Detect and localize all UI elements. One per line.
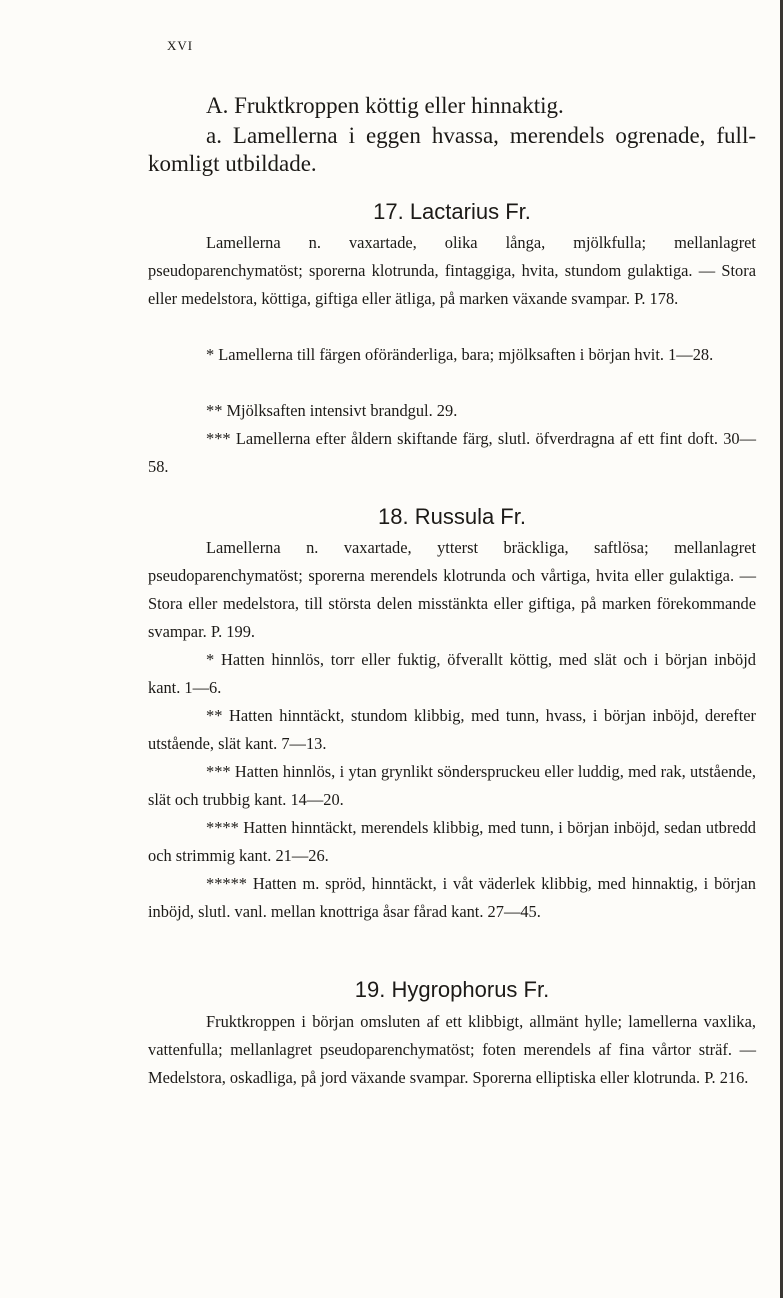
key-entry: *** Hatten hinnlös, i ytan grynlikt sönderspruckeu eller luddig, med rak, utstående, slät och trubbig kant. 14—20. xyxy=(148,762,756,809)
genus-description-russula: Lamellerna n. vaxartade, ytterst bräckliga, saftlösa; mellanlagret pseudoparenchymatöst; sporerna merendels klotrunda och vårtiga, hvita eller gulaktiga. — Stora eller medelstora, till största delen misstänkta eller giftiga, på marken förekommande svampar. P. 199. xyxy=(148,538,756,641)
section-heading: A. Fruktkroppen köttig eller hinnaktig. xyxy=(206,93,564,118)
subsection-heading: a. Lamellerna i eggen hvassa, merendels ogrenade, full-komligt utbildade. xyxy=(148,123,756,176)
key-entry: * Lamellerna till färgen oföränderliga, bara; mjölksaften i början hvit. 1—28. xyxy=(206,345,714,364)
key-entry: *** Lamellerna efter åldern skiftande färg, slutl. öfverdragna af ett fint doft. 30—58. xyxy=(148,429,756,476)
genus-description-lactarius: Lamellerna n. vaxartade, olika långa, mjölkfulla; mellanlagret pseudoparenchymatöst; sporerna klotrunda, fintaggiga, hvita, stundom gulaktiga. — Stora eller medelstora, köttiga, giftiga eller ätliga, på marken växande svampar. P. 178. xyxy=(148,233,756,308)
key-entry: ***** Hatten m. spröd, hinntäckt, i våt väderlek klibbig, med hinnaktig, i början inböjd, slutl. vanl. mellan knottriga åsar fårad kant. 27—45. xyxy=(148,874,756,921)
genus-title-lactarius: 17. Lactarius Fr. xyxy=(373,199,531,224)
genus-title-hygrophorus: 19. Hygrophorus Fr. xyxy=(354,977,550,1002)
page-number: XVI xyxy=(167,38,194,53)
key-entry: ** Mjölksaften intensivt brandgul. 29. xyxy=(206,401,458,420)
key-entry: **** Hatten hinntäckt, merendels klibbig, med tunn, i början inböjd, sedan utbredd och strimmig kant. 21—26. xyxy=(148,818,756,865)
genus-title-russula: 18. Russula Fr. xyxy=(378,504,526,529)
genus-description-hygrophorus: Fruktkroppen i början omsluten af ett klibbigt, allmänt hylle; lamellerna vaxlika, vattenfulla; mellanlagret pseudoparenchymatöst; foten merendels af fina vårtor sträf. — Medelstora, oskadliga, på jord växande svampar. Sporerna elliptiska eller klotrunda. P. 216. xyxy=(148,1012,756,1087)
key-entry: ** Hatten hinntäckt, stundom klibbig, med tunn, hvass, i början inböjd, derefter utstående, slät kant. 7—13. xyxy=(148,706,756,753)
key-entry: * Hatten hinnlös, torr eller fuktig, öfverallt köttig, med slät och i början inböjd kant. 1—6. xyxy=(148,650,756,697)
